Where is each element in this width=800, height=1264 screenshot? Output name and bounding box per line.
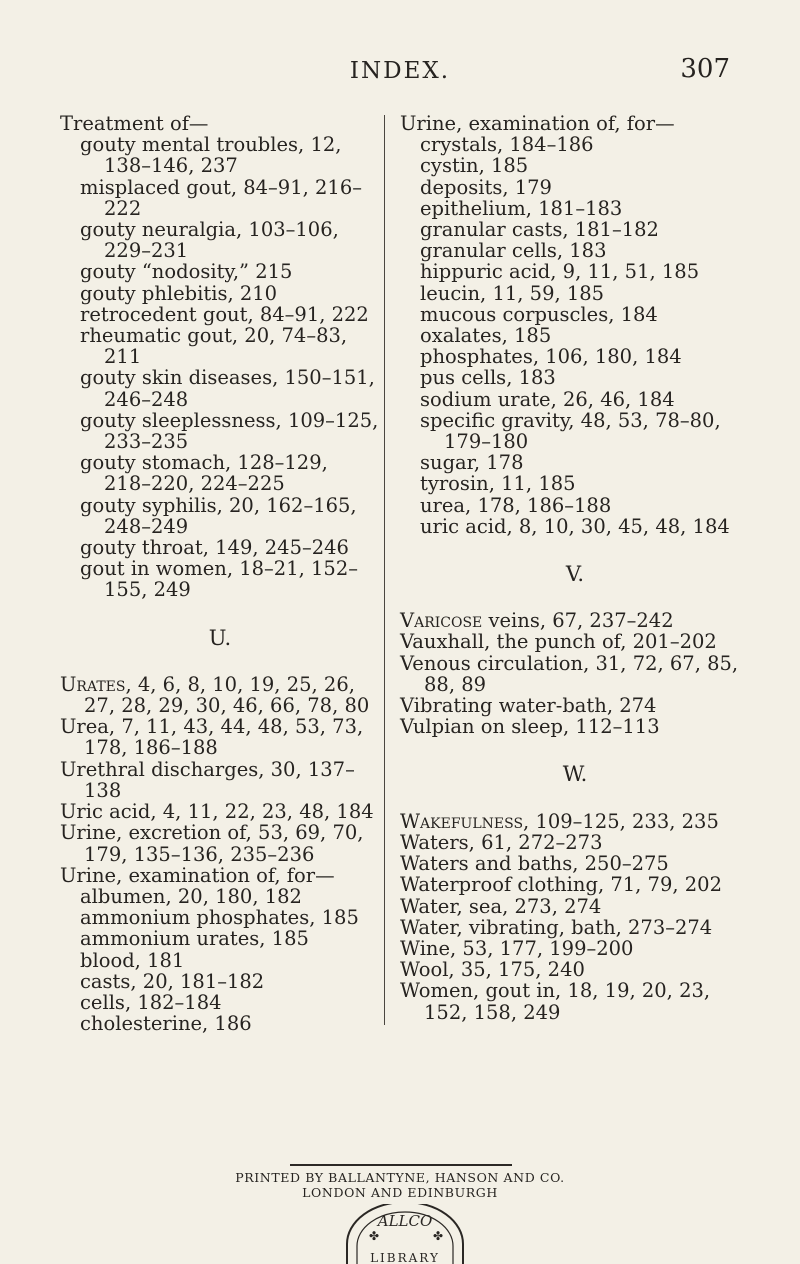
right-column — [400, 113, 750, 1023]
index-subentry: pus cells, 183 — [420, 366, 556, 390]
section-letter-v: V. — [565, 562, 585, 587]
index-entry-urine-examination: Urine, examination of, for— — [400, 112, 675, 135]
index-subentry: ammonium phosphates, 185 — [80, 906, 359, 930]
page-title: INDEX. — [349, 58, 451, 84]
index-entry: Urine, excretion of, 53, 69, 70, 179, 135–136, 235–236 — [60, 821, 364, 866]
index-entry: Urethral discharges, 30, 137–138 — [60, 757, 355, 802]
index-entry-varicose — [400, 610, 750, 631]
index-subentry: casts, 20, 181–182 — [80, 969, 265, 993]
index-subentry: urea, 178, 186–188 — [420, 493, 612, 517]
index-subentry: gouty phlebitis, 210 — [80, 281, 278, 305]
index-subentry: rheumatic gout, 20, 74–83, 211 — [80, 324, 348, 369]
index-subentry: cystin, 185 — [420, 154, 529, 178]
footer-rule — [290, 1164, 512, 1166]
index-subentry: gouty stomach, 128–129, 218–220, 224–225 — [80, 451, 328, 496]
index-entry: Venous circulation, 31, 72, 67, 85, 88, 89 — [400, 651, 739, 696]
index-subentry: gouty mental troubles, 12, 138–146, 237 — [80, 133, 342, 178]
index-entry-urates — [60, 674, 380, 716]
stamp-text-bottom: LIBRARY — [370, 1251, 440, 1264]
index-subentry: sugar, 178 — [420, 451, 524, 475]
index-subentry: gouty sleeplessness, 109–125, 233–235 — [80, 408, 379, 454]
index-subentry: crystals, 184–186 — [420, 133, 594, 157]
entry-headword: Urates — [60, 672, 126, 696]
printer-imprint — [0, 1170, 800, 1200]
index-subentry: ammonium urates, 185 — [80, 927, 309, 951]
index-subentry: hippuric acid, 9, 11, 51, 185 — [420, 260, 700, 284]
index-entry: Vauxhall, the punch of, 201–202 — [400, 630, 717, 654]
index-subentry: gouty neuralgia, 103–106, 229–231 — [80, 218, 339, 263]
index-entry-wakefulness — [400, 811, 750, 832]
index-entry: Waters and baths, 250–275 — [400, 852, 669, 876]
index-entry: Water, vibrating, bath, 273–274 — [400, 915, 713, 939]
index-subentry: sodium urate, 26, 46, 184 — [420, 387, 675, 411]
index-subentry: blood, 181 — [80, 948, 185, 972]
index-subentry: tyrosin, 11, 185 — [420, 472, 576, 496]
section-letter-u: U. — [208, 625, 232, 650]
index-subentry: gouty syphilis, 20, 162–165, 248–249 — [80, 493, 357, 538]
index-entry: Waterproof clothing, 71, 79, 202 — [400, 873, 722, 897]
entry-references: , 109–125, 233, 235 — [523, 809, 719, 833]
index-entry: Women, gout in, 18, 19, 20, 23, 152, 158, 249 — [400, 979, 711, 1024]
entry-headword: Varicose — [400, 609, 483, 633]
index-subentry: uric acid, 8, 10, 30, 45, 48, 184 — [420, 514, 730, 538]
index-subentry: albumen, 20, 180, 182 — [80, 884, 302, 908]
library-stamp — [335, 1204, 475, 1264]
index-entry: Waters, 61, 272–273 — [400, 830, 603, 854]
index-subentry: specific gravity, 48, 53, 78–80, 179–180 — [420, 408, 721, 454]
index-subentry: mucous corpuscles, 184 — [420, 302, 658, 326]
printer-line: PRINTED BY BALLANTYNE, HANSON AND CO. — [235, 1170, 565, 1185]
star-icon: ✤ — [433, 1229, 444, 1243]
index-entry-urine-examination: Urine, examination of, for— — [60, 863, 335, 887]
index-subentry: deposits, 179 — [420, 175, 552, 199]
index-entry: Vulpian on sleep, 112–113 — [400, 715, 660, 739]
entry-references: veins, 67, 237–242 — [482, 609, 674, 633]
index-entry: Vibrating water-bath, 274 — [400, 694, 657, 718]
index-subentry: epithelium, 181–183 — [420, 196, 623, 220]
index-entry: Wool, 35, 175, 240 — [400, 958, 585, 982]
index-subentry: gouty throat, 149, 245–246 — [80, 536, 349, 560]
left-column — [60, 113, 380, 1034]
index-subentry: phosphates, 106, 180, 184 — [420, 345, 682, 369]
index-entry: Uric acid, 4, 11, 22, 23, 48, 184 — [60, 800, 374, 824]
index-entry: Water, sea, 273, 274 — [400, 894, 602, 918]
printer-location: LONDON AND EDINBURGH — [302, 1185, 498, 1200]
index-subentry: retrocedent gout, 84–91, 222 — [80, 302, 369, 326]
stamp-text-top: ALLCO — [377, 1212, 433, 1230]
column-divider — [384, 115, 385, 1025]
index-entry: Urea, 7, 11, 43, 44, 48, 53, 73, 178, 186–188 — [60, 715, 364, 760]
index-subentry: granular casts, 181–182 — [420, 218, 659, 242]
index-subentry: leucin, 11, 59, 185 — [420, 281, 605, 305]
entry-references: , 4, 6, 8, 10, 19, 25, 26, 27, 28, 29, 30, 46, 66, 78, 80 — [84, 672, 370, 718]
index-subentry: granular cells, 183 — [420, 239, 607, 263]
index-subentry: oxalates, 185 — [420, 324, 552, 348]
index-entry-treatment: Treatment of— — [60, 112, 209, 135]
urine-examination-subentries — [400, 134, 750, 537]
index-subentry: gout in women, 18–21, 152–155, 249 — [80, 557, 358, 602]
page-number: 307 — [680, 54, 730, 84]
treatment-subentries — [60, 134, 380, 600]
index-entry: Wine, 53, 177, 199–200 — [400, 936, 634, 960]
index-subentry: misplaced gout, 84–91, 216–222 — [80, 175, 362, 220]
entry-headword: Wakefulness — [400, 809, 524, 833]
star-icon: ✤ — [369, 1229, 380, 1243]
index-subentry: cholesterine, 186 — [80, 1012, 252, 1036]
urine-examination-subentries — [60, 886, 380, 1034]
index-subentry: gouty skin diseases, 150–151, 246–248 — [80, 366, 375, 411]
section-letter-w: W. — [562, 762, 588, 787]
index-subentry: gouty “nodosity,” 215 — [80, 260, 293, 284]
index-subentry: cells, 182–184 — [80, 990, 222, 1014]
